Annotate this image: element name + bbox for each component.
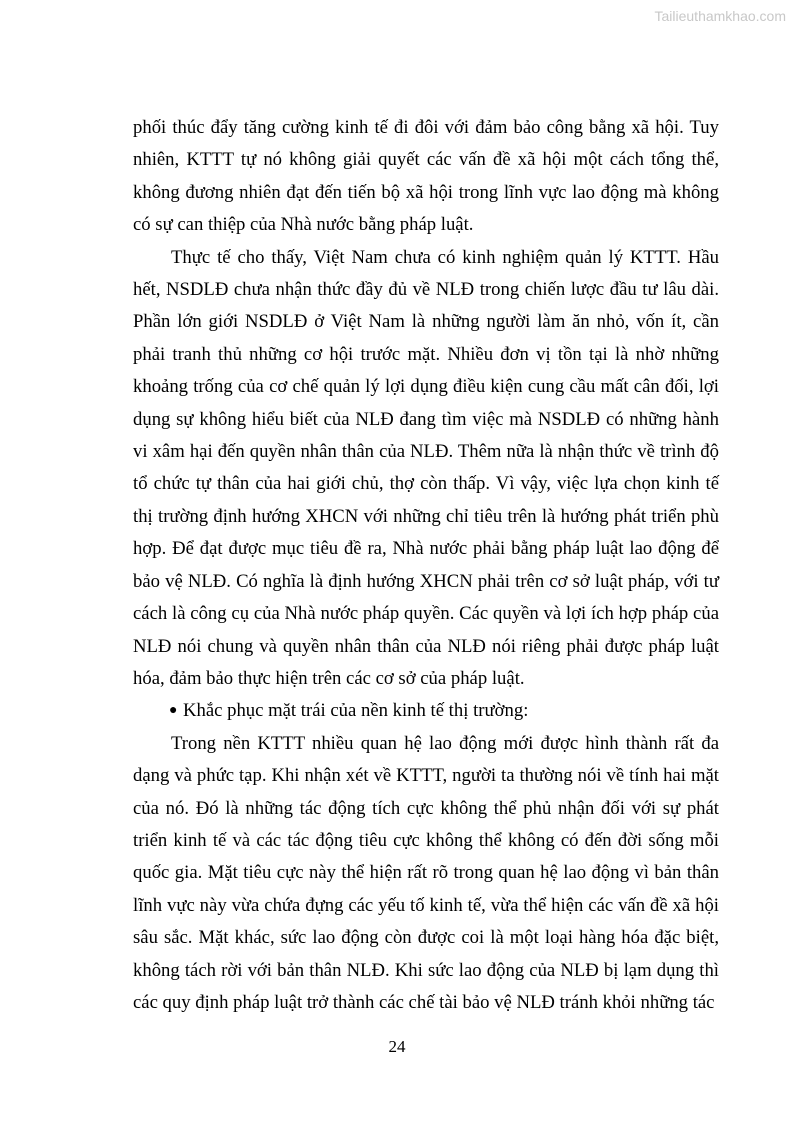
paragraph-market-economy: Trong nền KTTT nhiều quan hệ lao động mới được hình thành rất đa dạng và phức tạp. Khi nhận xét về KTTT, người ta thường nói về tính hai mặt của nó. Đó là những tác động tích cực không thể phủ nhận đối với sự phát triển kinh tế và các tác động tiêu cực không thể không có đến đời sống mỗi quốc gia. Mặt tiêu cực này thể hiện rất rõ trong quan hệ lao động vì bản thân lĩnh vực này vừa chứa đựng các yếu tố kinh tế, vừa thể hiện các vấn đề xã hội sâu sắc. Mặt khác, sức lao động còn được coi là một loại hàng hóa đặc biệt, không tách rời với bản thân NLĐ. Khi sức lao động của NLĐ bị lạm dụng thì các quy định pháp luật trở thành các chế tài bảo vệ NLĐ tránh khỏi những tác (133, 732, 719, 1013)
paragraph-vietnam-ktt: Thực tế cho thấy, Việt Nam chưa có kinh nghiệm quản lý KTTT. Hầu hết, NSDLĐ chưa nhận thức đầy đủ về NLĐ trong chiến lược đầu tư lâu dài. Phần lớn giới NSDLĐ ở Việt Nam là những người làm ăn nhỏ, vốn ít, cần phải tranh thủ những cơ hội trước mặt. Nhiều đơn vị tồn tại là nhờ những khoảng trống của cơ chế quản lý lợi dụng điều kiện cung cầu mất cân đối, lợi dụng sự không hiểu biết của NLĐ đang tìm việc mà NSDLĐ có những hành vi xâm hại đến quyền nhân thân của NLĐ. Thêm nữa là nhận thức về trình độ tổ chức tự thân của hai giới chủ, thợ còn thấp. Vì vậy, việc lựa chọn kinh tế thị trường định hướng XHCN với những chỉ tiêu trên là hướng phát triển phù hợp. Để đạt được mục tiêu đề ra, Nhà nước phải bằng pháp luật lao động để bảo vệ NLĐ. Có nghĩa là định hướng XHCN phải trên cơ sở luật pháp, với tư cách là công cụ của Nhà nước pháp quyền. Các quyền và lợi ích hợp pháp của NLĐ nói chung và quyền nhân thân của NLĐ nói riêng phải được pháp luật hóa, đảm bảo thực hiện trên các cơ sở của pháp luật. (133, 246, 719, 689)
page-number: 24 (388, 1037, 406, 1056)
watermark: Tailieuthamkhao.com (654, 8, 786, 24)
bullet-heading-text: Khắc phục mặt trái của nền kinh tế thị trường: (183, 700, 529, 722)
bullet-icon: ● (169, 703, 178, 719)
bullet-heading (133, 695, 719, 727)
document-body (133, 112, 719, 1019)
paragraph-continuation: phối thúc đẩy tăng cường kinh tế đi đôi với đảm bảo công bằng xã hội. Tuy nhiên, KTTT tự nó không giải quyết các vấn đề xã hội một cách tổng thể, không đương nhiên đạt đến tiến bộ xã hội trong lĩnh vực lao động mà không có sự can thiệp của Nhà nước bằng pháp luật. (133, 117, 719, 236)
